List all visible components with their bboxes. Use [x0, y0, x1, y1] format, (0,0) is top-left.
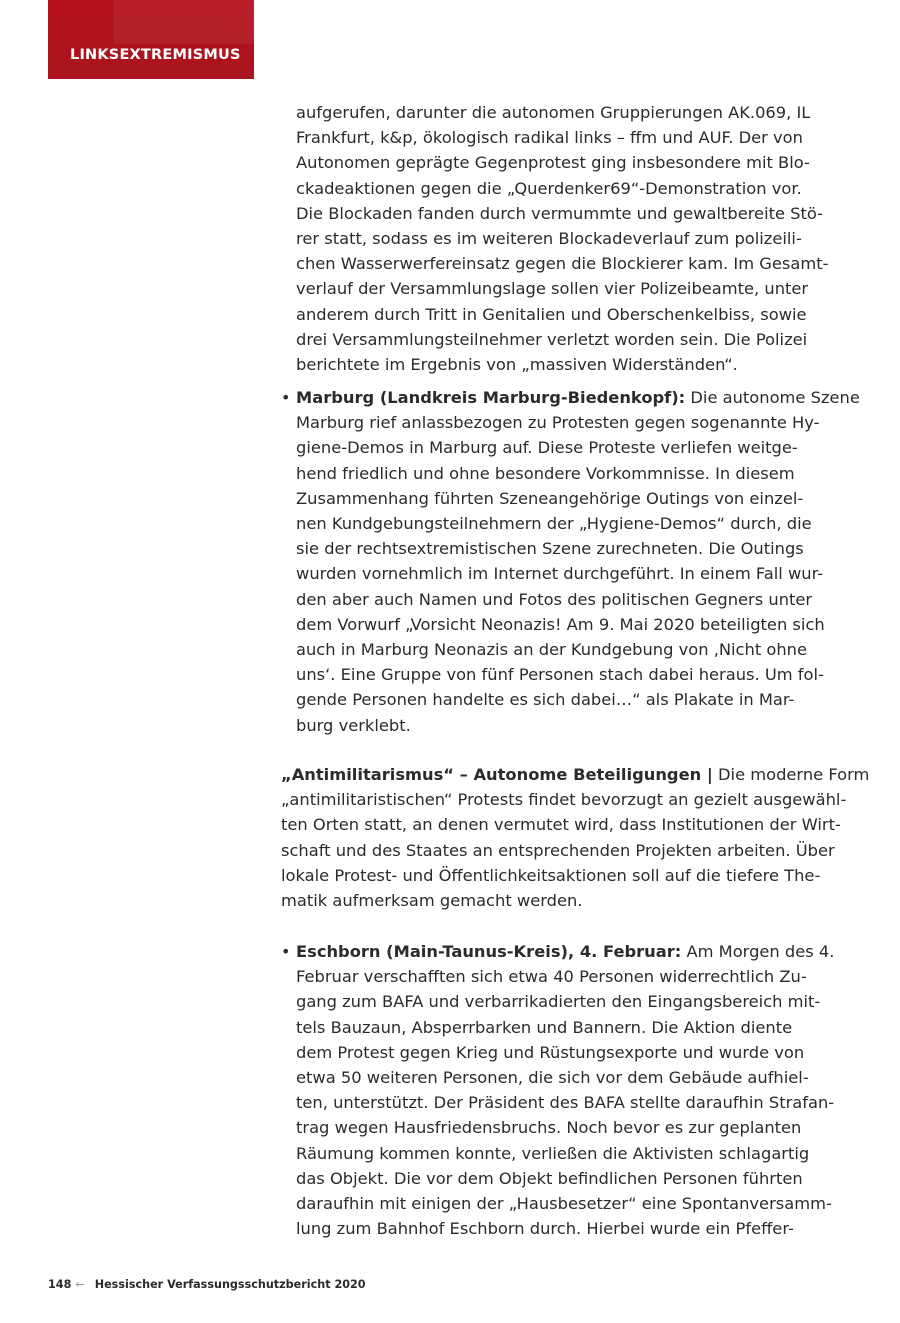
text-line: Marburg rief anlassbezogen zu Protesten gegen sogenannte Hy-	[296, 413, 820, 433]
text-line: sie der rechtsextremistischen Szene zurechneten. Die Outings	[296, 539, 804, 559]
header-shade	[114, 0, 254, 44]
publication-title: Hessischer Verfassungsschutzbericht 2020	[94, 1278, 366, 1291]
text-line: rer statt, sodass es im weiteren Blockadeverlauf zum polizeili-	[296, 229, 802, 249]
text-line: Februar verschafften sich etwa 40 Personen widerrechtlich Zu-	[296, 967, 807, 987]
bullet-marker: •	[281, 388, 291, 407]
text-line: lung zum Bahnhof Eschborn durch. Hierbei wurde ein Pfeffer-	[296, 1219, 794, 1239]
section-antimilitarismus	[281, 762, 870, 913]
bullet-heading: Eschborn (Main-Taunus-Kreis), 4. Februar:	[296, 942, 682, 961]
text-line: dem Protest gegen Krieg und Rüstungsexporte und wurde von	[296, 1042, 805, 1062]
text-line: lokale Protest- und Öffentlichkeitsaktionen soll auf die tiefere The-	[281, 865, 821, 885]
text-line: hend friedlich und ohne besondere Vorkommnisse. In diesem	[296, 463, 795, 483]
bullet-item-marburg	[296, 385, 860, 738]
bullet-item-eschborn	[296, 939, 835, 1241]
text-line: berichtete im Ergebnis von „massiven Widerständen“.	[296, 355, 738, 375]
text-line: gang zum BAFA und verbarrikadierten den Eingangsbereich mit-	[296, 992, 821, 1012]
text-line: aufgerufen, darunter die autonomen Gruppierungen AK.069, IL	[296, 103, 811, 122]
bullet-heading-rest: Am Morgen des 4.	[681, 942, 835, 961]
text-line: giene-Demos in Marburg auf. Diese Proteste verliefen weitge-	[296, 438, 798, 458]
text-line: chen Wasserwerfereinsatz gegen die Blockierer kam. Im Gesamt-	[296, 254, 829, 274]
section-header-tab	[48, 0, 254, 79]
text-line: Die Blockaden fanden durch vermummte und gewaltbereite Stö-	[296, 203, 824, 223]
page-footer	[48, 1278, 366, 1291]
text-line: burg verklebt.	[296, 715, 411, 735]
text-line: etwa 50 weiteren Personen, die sich vor dem Gebäude aufhiel-	[296, 1068, 809, 1088]
text-line: ten Orten statt, an denen vermutet wird, dass Institutionen der Wirt-	[281, 815, 841, 835]
text-line: Zusammenhang führten Szeneangehörige Outings von einzel-	[296, 488, 804, 508]
text-line: daraufhin mit einigen der „Hausbesetzer“ eine Spontanversamm-	[296, 1194, 832, 1214]
text-line: Frankfurt, k&p, ökologisch radikal links – ffm und AUF. Der von	[296, 128, 803, 148]
text-line: matik aufmerksam gemacht werden.	[281, 891, 583, 911]
section-label: LINKSEXTREMISMUS	[70, 47, 241, 63]
text-line: verlauf der Versammlungslage sollen vier Polizeibeamte, unter	[296, 279, 809, 299]
text-line	[296, 939, 835, 964]
text-line: tels Bauzaun, Absperrbarken und Bannern. Die Aktion diente	[296, 1017, 793, 1037]
text-line	[296, 385, 860, 410]
text-line: den aber auch Namen und Fotos des politischen Gegners unter	[296, 589, 813, 609]
section-heading: „Antimilitarismus“ – Autonome Beteiligungen |	[281, 765, 713, 784]
text-line: wurden vornehmlich im Internet durchgeführt. In einem Fall wur-	[296, 564, 824, 584]
text-line: nen Kundgebungsteilnehmern der „Hygiene-Demos“ durch, die	[296, 514, 812, 534]
bullet-heading: Marburg (Landkreis Marburg-Biedenkopf):	[296, 388, 686, 407]
bullet-heading-rest: Die autonome Szene	[685, 388, 860, 407]
text-line: dem Vorwurf „Vorsicht Neonazis! Am 9. Mai 2020 beteiligten sich	[296, 614, 825, 634]
text-line: drei Versammlungsteilnehmer verletzt worden sein. Die Polizei	[296, 329, 808, 349]
page-number: 148	[48, 1278, 72, 1291]
text-line: auch in Marburg Neonazis an der Kundgebung von ‚Nicht ohne	[296, 640, 808, 660]
paragraph-continuation	[296, 100, 829, 377]
text-line: uns‘. Eine Gruppe von fünf Personen stach dabei heraus. Um fol-	[296, 665, 824, 685]
text-line	[281, 762, 870, 787]
text-line: ten, unterstützt. Der Präsident des BAFA stellte daraufhin Strafan-	[296, 1093, 835, 1113]
arrow-left-icon: ←	[75, 1278, 85, 1291]
text-line: Autonomen geprägte Gegenprotest ging insbesondere mit Blo-	[296, 153, 810, 173]
text-line: das Objekt. Die vor dem Objekt befindlichen Personen führten	[296, 1168, 803, 1188]
bullet-marker: •	[281, 942, 291, 961]
text-line: ckadeaktionen gegen die „Querdenker69“-Demonstration vor.	[296, 178, 802, 198]
text-line: Räumung kommen konnte, verließen die Aktivisten schlagartig	[296, 1143, 810, 1163]
text-line: „antimilitaristischen“ Protests findet bevorzugt an gezielt ausgewähl-	[281, 790, 847, 810]
section-heading-rest: Die moderne Form	[712, 765, 870, 784]
text-line: gende Personen handelte es sich dabei…“ als Plakate in Mar-	[296, 690, 795, 710]
text-line: schaft und des Staates an entsprechenden Projekten arbeiten. Über	[281, 840, 835, 860]
text-line: anderem durch Tritt in Genitalien und Oberschenkelbiss, sowie	[296, 304, 807, 324]
text-line: trag wegen Hausfriedensbruchs. Noch bevor es zur geplanten	[296, 1118, 802, 1138]
